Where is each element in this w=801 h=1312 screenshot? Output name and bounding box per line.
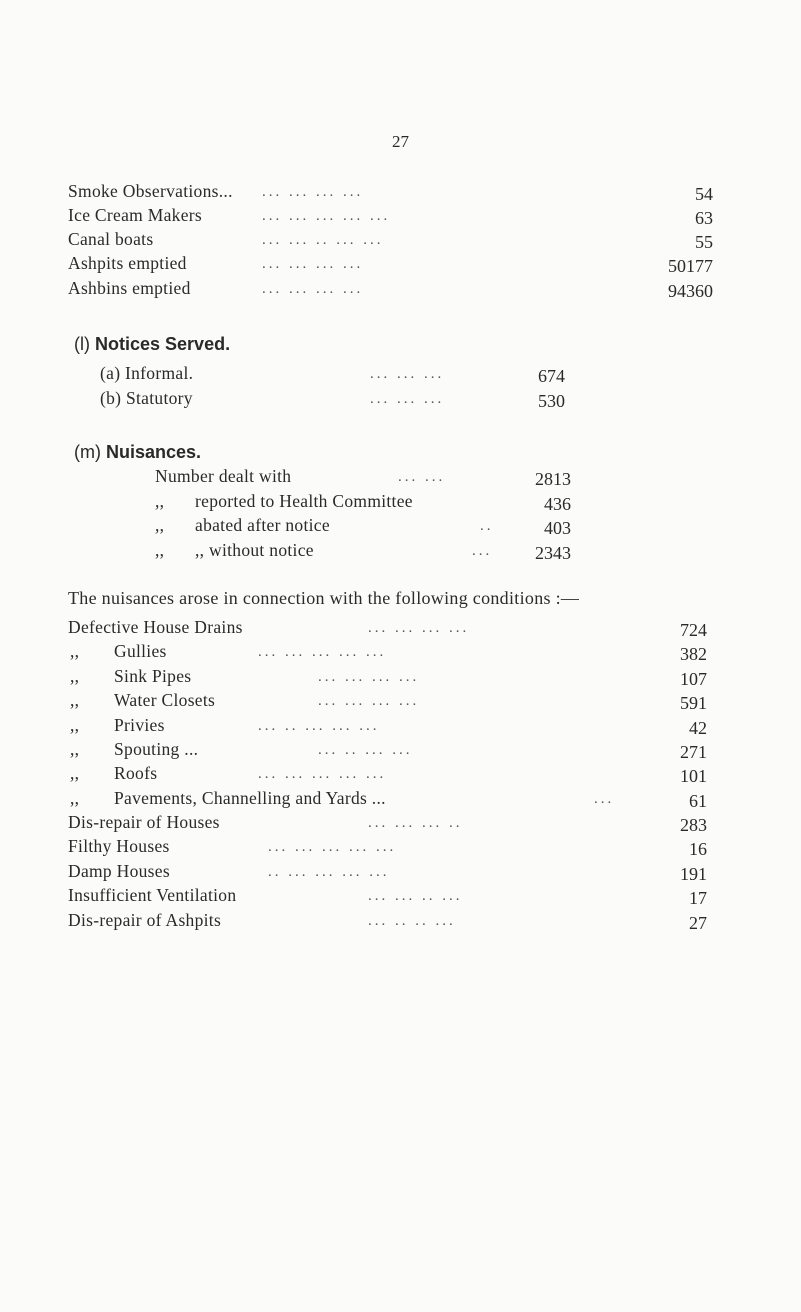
row-dots: ... xyxy=(594,791,615,807)
row-value: 55 xyxy=(695,232,713,252)
row-label: Insufficient Ventilation xyxy=(68,885,237,905)
row-value: 17 xyxy=(689,888,707,908)
intro-sentence: The nuisances arose in connection with the following conditions :— xyxy=(68,588,580,608)
row-prefix: ,, xyxy=(70,641,80,661)
row-prefix: ,, xyxy=(70,763,80,783)
row-prefix: ,, xyxy=(155,515,165,535)
row-dots: ... ... ... ... ... xyxy=(268,839,397,855)
row-label: Sink Pipes xyxy=(114,666,192,686)
row-label: reported to Health Committee xyxy=(195,491,413,511)
row-value: 42 xyxy=(689,718,707,738)
row-dots: ... ... ... ... ... xyxy=(258,766,387,782)
row-value: 27 xyxy=(689,913,707,933)
row-label: abated after notice xyxy=(195,515,330,535)
row-value: 63 xyxy=(695,208,713,228)
row-label: Gullies xyxy=(114,641,167,661)
row-label: Filthy Houses xyxy=(68,836,170,856)
row-value: 101 xyxy=(680,766,707,786)
row-value: 382 xyxy=(680,644,707,664)
row-label: Pavements, Channelling and Yards ... xyxy=(114,788,386,808)
page-number: 27 xyxy=(392,132,409,151)
row-prefix: ,, xyxy=(70,690,80,710)
row-prefix: ,, xyxy=(155,540,165,560)
row-dots: ... xyxy=(472,543,493,559)
row-prefix: ,, xyxy=(70,788,80,808)
row-label: Ashbins emptied xyxy=(68,278,191,298)
row-label: Canal boats xyxy=(68,229,154,249)
section-heading-nuisances xyxy=(74,442,201,463)
row-value: 591 xyxy=(680,693,707,713)
row-dots: ... ... ... ... xyxy=(262,281,364,297)
row-prefix: ,, xyxy=(155,491,165,511)
row-label: Water Closets xyxy=(114,690,216,710)
row-dots: ... ... ... .. xyxy=(368,815,463,831)
row-value: 2813 xyxy=(535,469,571,489)
row-dots: ... ... xyxy=(398,469,446,485)
row-dots: ... ... ... ... xyxy=(262,184,364,200)
row-label: Roofs xyxy=(114,763,158,783)
section-letter: (l) xyxy=(74,334,90,354)
row-dots: ... ... ... ... xyxy=(318,693,420,709)
row-value: 724 xyxy=(680,620,707,640)
row-prefix: ,, xyxy=(70,666,80,686)
row-dots: ... ... .. ... xyxy=(368,888,463,904)
row-label: Smoke Observations... xyxy=(68,181,233,201)
row-label: Spouting ... xyxy=(114,739,199,759)
row-dots: ... ... ... ... xyxy=(368,620,470,636)
row-value: 54 xyxy=(695,184,713,204)
row-value: 50177 xyxy=(668,256,713,276)
row-label: Defective House Drains xyxy=(68,617,243,637)
row-prefix: ,, xyxy=(70,715,80,735)
row-dots: ... ... ... xyxy=(370,366,445,382)
row-label: Dis-repair of Ashpits xyxy=(68,910,222,930)
row-value: 61 xyxy=(689,791,707,811)
row-dots: ... ... ... ... xyxy=(318,669,420,685)
row-value: 283 xyxy=(680,815,707,835)
row-label: ,, without notice xyxy=(195,540,314,560)
row-dots: ... ... .. ... ... xyxy=(262,232,384,248)
row-dots: .. ... ... ... ... xyxy=(268,864,390,880)
row-prefix: ,, xyxy=(70,739,80,759)
section-title: Notices Served. xyxy=(95,334,231,354)
row-label: Ice Cream Makers xyxy=(68,205,203,225)
row-value: 403 xyxy=(544,518,571,538)
row-value: 436 xyxy=(544,494,571,514)
row-label: Dis-repair of Houses xyxy=(68,812,220,832)
row-dots: ... ... ... ... ... xyxy=(258,644,387,660)
row-label: (a) Informal. xyxy=(100,363,194,383)
row-dots: ... ... ... ... xyxy=(262,256,364,272)
row-label: Ashpits emptied xyxy=(68,253,187,273)
row-value: 94360 xyxy=(668,281,713,301)
section-title: Nuisances. xyxy=(106,442,202,462)
row-value: 2343 xyxy=(535,543,571,563)
section-heading-notices xyxy=(74,334,230,355)
row-value: 674 xyxy=(538,366,565,386)
row-label: Number dealt with xyxy=(155,466,292,486)
row-value: 107 xyxy=(680,669,707,689)
row-label: Privies xyxy=(114,715,165,735)
row-dots: ... .. ... ... ... xyxy=(258,718,380,734)
section-letter: (m) xyxy=(74,442,101,462)
row-dots: ... ... ... ... ... xyxy=(262,208,391,224)
row-value: 191 xyxy=(680,864,707,884)
row-dots: ... .. ... ... xyxy=(318,742,413,758)
row-label: Damp Houses xyxy=(68,861,170,881)
row-label: (b) Statutory xyxy=(100,388,193,408)
row-value: 271 xyxy=(680,742,707,762)
row-value: 530 xyxy=(538,391,565,411)
row-dots: .. xyxy=(480,518,494,534)
row-value: 16 xyxy=(689,839,707,859)
row-dots: ... .. .. ... xyxy=(368,913,456,929)
row-dots: ... ... ... xyxy=(370,391,445,407)
